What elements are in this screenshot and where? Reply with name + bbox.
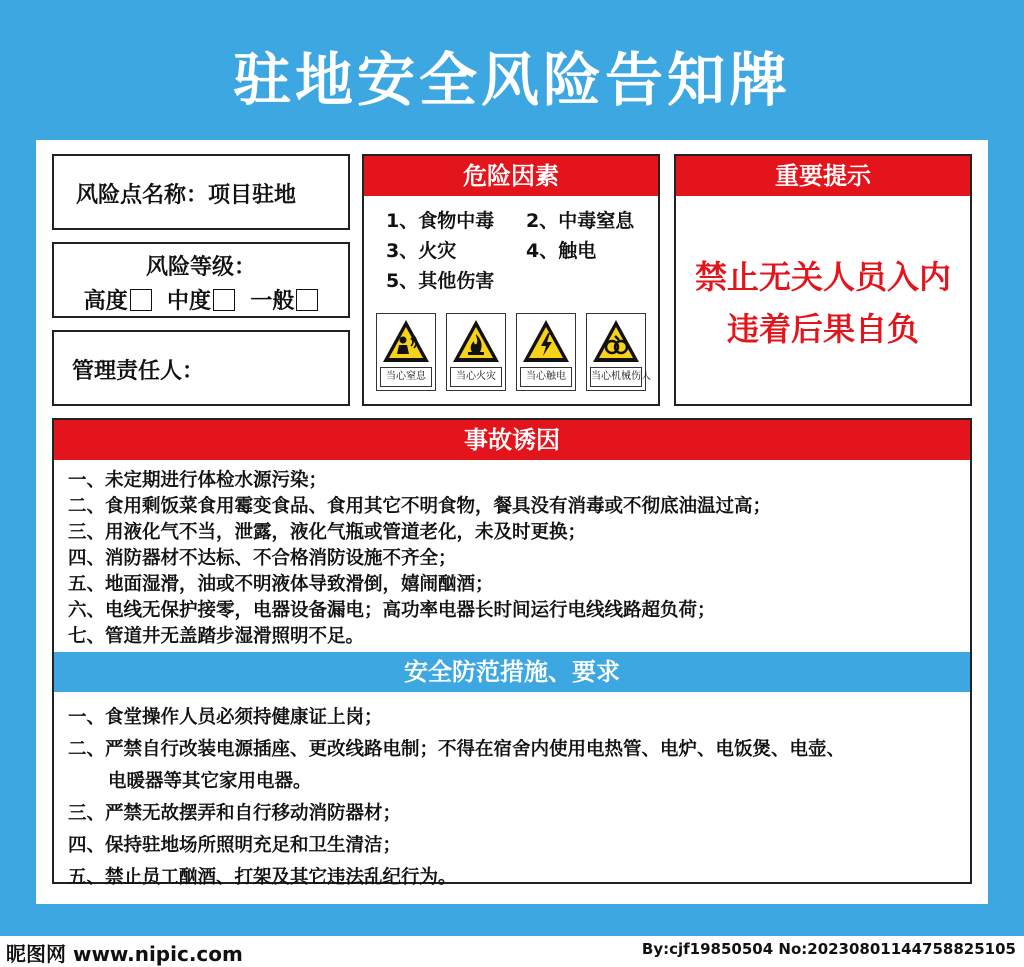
content-panel (36, 140, 988, 904)
hazard-item: 1、食物中毒 (386, 210, 495, 232)
suffocation-warning-icon (381, 318, 431, 366)
board-title: 驻地安全风险告知牌 (232, 46, 791, 114)
watermark-left: 昵图网 www.nipic.com (6, 942, 243, 966)
risk-level-high: 高度 (83, 289, 128, 314)
safety-measure-item: 电暖器等其它家用电器。 (108, 771, 312, 792)
sign-caption: 当心火灾 (450, 367, 502, 387)
safety-measure-item: 二、严禁自行改装电源插座、更改线路电制；不得在宿舍内使用电热管、电炉、电饭煲、电壶、 (68, 739, 846, 760)
sign-caption: 当心机械伤人 (590, 367, 642, 387)
hazard-item: 3、火灾 (386, 240, 457, 262)
accident-cause-item: 一、未定期进行体检水源污染； (68, 470, 328, 491)
safety-measure-item: 一、食堂操作人员必须持健康证上岗； (68, 707, 383, 728)
hazards-list (386, 206, 634, 296)
risk-level-label: 风险等级： (145, 255, 256, 280)
risk-point-label: 风险点名称：项目驻地 (76, 183, 297, 208)
machinery-warning-icon (591, 318, 641, 366)
notice-line-2: 违着后果自负 (726, 310, 919, 348)
risk-level-general: 一般 (250, 289, 295, 314)
hazard-item: 5、其他伤害 (386, 270, 495, 292)
watermark-right: By:cjf19850504 No:20230801144758825105 (641, 940, 1016, 958)
risk-level-box (52, 242, 350, 318)
sign-electric (516, 313, 576, 391)
notice-line-1: 禁止无关人员入内 (694, 258, 951, 296)
accident-cause-item: 四、消防器材不达标、不合格消防设施不齐全； (68, 548, 457, 569)
accident-causes-list (68, 468, 771, 650)
accident-causes-header: 事故诱因 (54, 420, 970, 460)
risk-level-general-checkbox[interactable] (296, 289, 318, 311)
manager-label: 管理责任人： (72, 359, 205, 384)
safety-measures-list (68, 702, 845, 894)
hazard-item: 4、触电 (526, 240, 597, 262)
electric-shock-warning-icon (521, 318, 571, 366)
manager-box (52, 330, 350, 406)
sign-machinery (586, 313, 651, 391)
hazards-header: 危险因素 (364, 156, 658, 196)
risk-level-options (54, 284, 348, 315)
risk-level-medium-checkbox[interactable] (213, 289, 235, 311)
risk-level-medium: 中度 (166, 289, 211, 314)
details-box (52, 418, 972, 888)
hazard-item: 2、中毒窒息 (526, 210, 635, 232)
safety-measure-item: 四、保持驻地场所照明充足和卫生清洁； (68, 835, 402, 856)
sign-suffocation (376, 313, 436, 391)
safety-measure-item: 三、严禁无故摆弄和自行移动消防器材； (68, 803, 402, 824)
accident-cause-item: 七、管道井无盖踏步湿滑照明不足。 (68, 626, 365, 647)
notice-text (676, 251, 970, 355)
sign-fire (446, 313, 506, 391)
notice-header: 重要提示 (676, 156, 970, 196)
safety-measure-item: 五、禁止员工酗酒、打架及其它违法乱纪行为。 (68, 867, 457, 888)
accident-cause-item: 二、食用剩饭菜食用霉变食品、食用其它不明食物，餐具没有消毒或不彻底油温过高； (68, 496, 772, 517)
hazards-box (362, 154, 660, 406)
accident-cause-item: 六、电线无保护接零，电器设备漏电；高功率电器长时间运行电线线路超负荷； (68, 600, 716, 621)
risk-level-high-checkbox[interactable] (130, 289, 152, 311)
accident-cause-item: 三、用液化气不当，泄露，液化气瓶或管道老化，未及时更换； (68, 522, 587, 543)
sign-caption: 当心触电 (520, 367, 572, 387)
warning-signs (376, 313, 651, 391)
accident-cause-item: 五、地面湿滑，油或不明液体导致滑倒，嬉闹酗酒； (68, 574, 494, 595)
safety-measures-header: 安全防范措施、要求 (54, 652, 970, 692)
risk-point-box (52, 154, 350, 230)
sign-caption: 当心窒息 (380, 367, 432, 387)
fire-warning-icon (451, 318, 501, 366)
notice-box (674, 154, 972, 406)
